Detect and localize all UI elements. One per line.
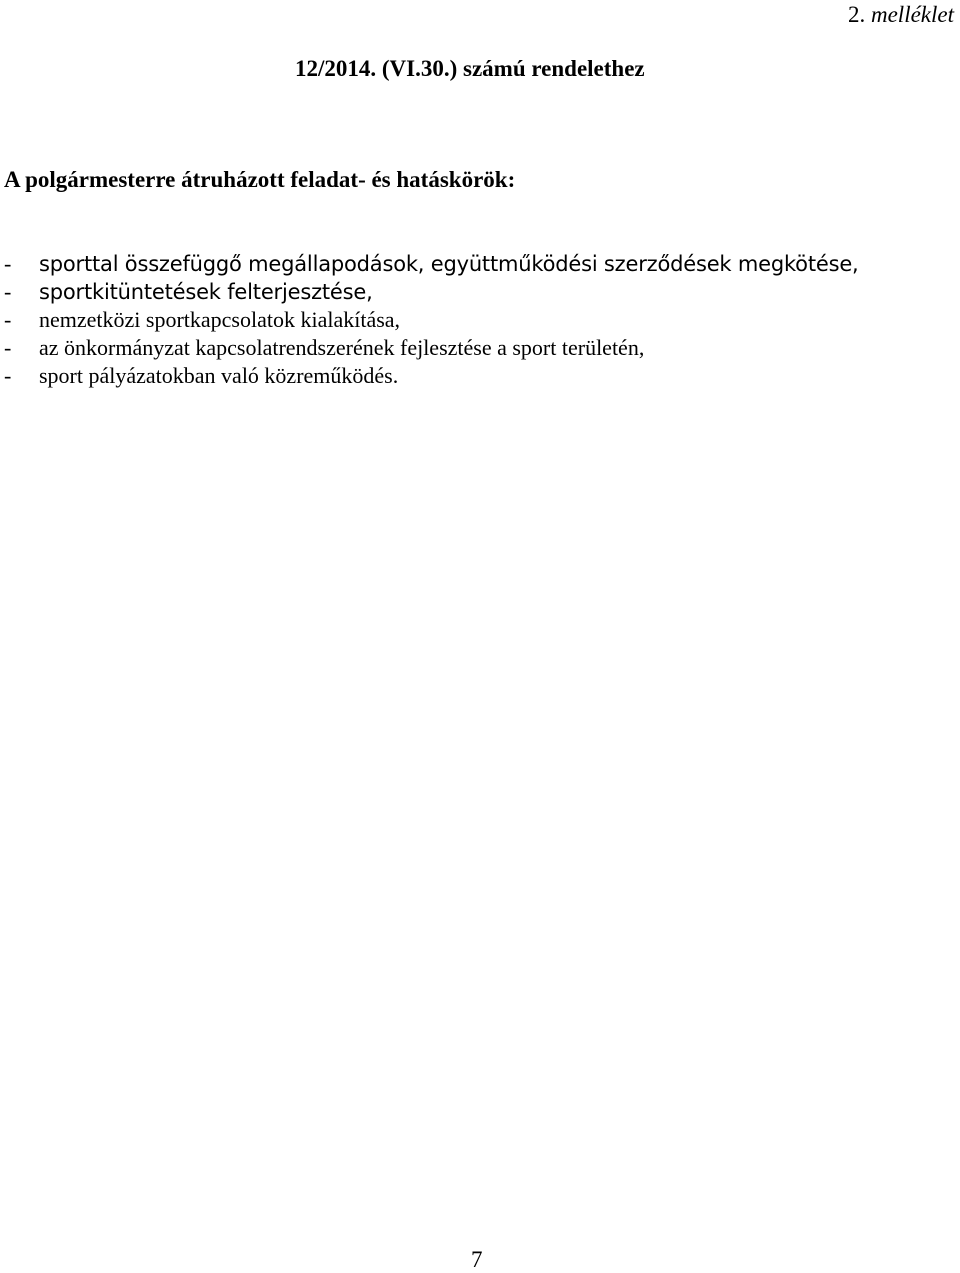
- list-item-text: sport pályázatokban való közreműködés.: [39, 363, 399, 388]
- list-bullet: -: [4, 335, 12, 360]
- list-item-text: sporttal összefüggő megállapodások, együttműködési szerződések megkötése,: [39, 252, 859, 276]
- section-heading: A polgármesterre átruházott feladat- és hatáskörök:: [4, 167, 516, 192]
- list-bullet: -: [4, 251, 12, 276]
- list-bullet: -: [4, 363, 12, 388]
- list-item-text: sportkitüntetések felterjesztése,: [39, 280, 373, 304]
- annex-word: melléklet: [870, 2, 954, 27]
- regulation-reference: 12/2014. (VI.30.) számú rendelethez: [295, 56, 645, 81]
- page-number: 7: [471, 1247, 483, 1272]
- list-bullet: -: [4, 279, 12, 304]
- annex-label: [848, 2, 954, 28]
- list-item-text: nemzetközi sportkapcsolatok kialakítása,: [39, 307, 401, 332]
- annex-number: 2.: [847, 2, 866, 27]
- list-item-text: az önkormányzat kapcsolatrendszerének fejlesztése a sport területén,: [39, 335, 645, 360]
- list-bullet: -: [4, 307, 12, 332]
